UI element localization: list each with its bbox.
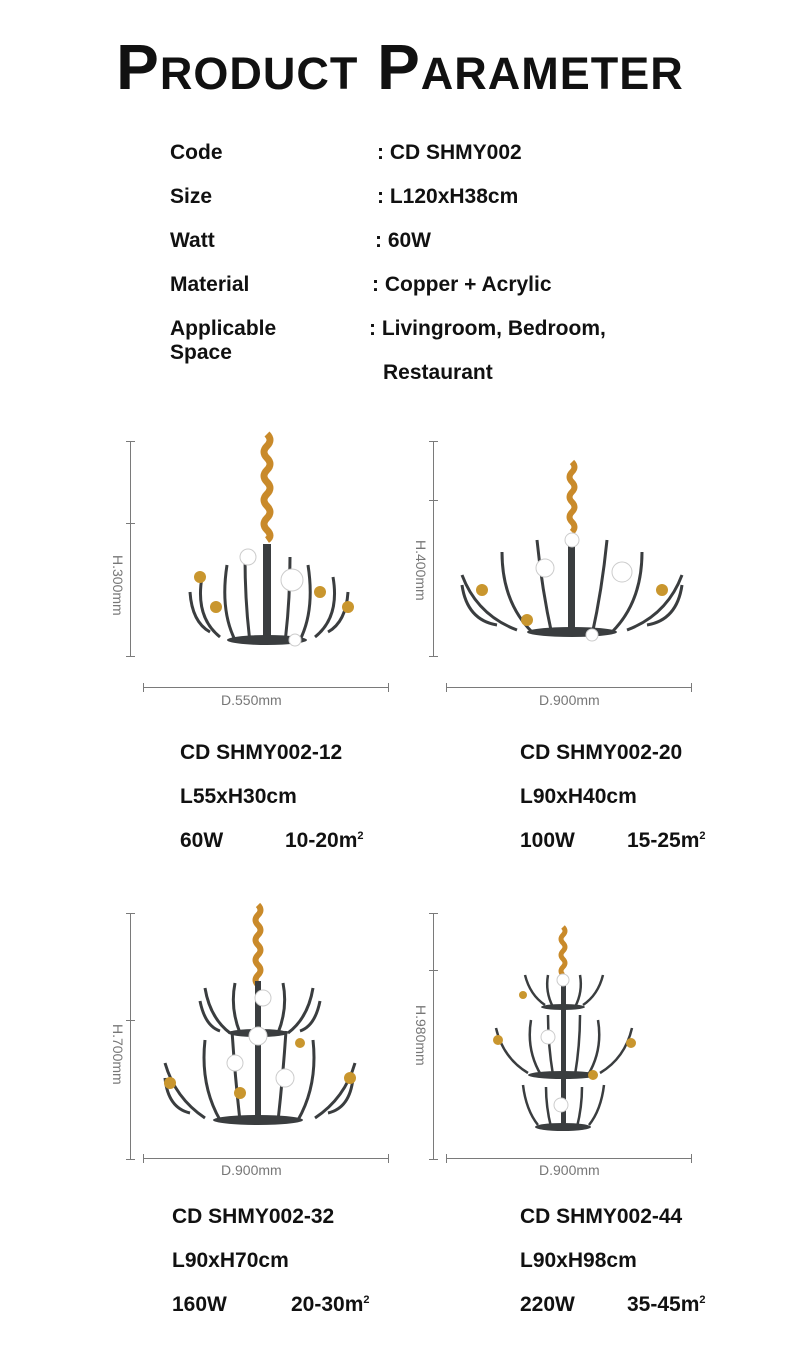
height-dimension-line — [433, 913, 434, 1160]
dimension-tick — [126, 441, 135, 442]
product-code: CD SHMY002-12 — [180, 741, 343, 764]
height-label: H.980mm — [413, 1005, 429, 1066]
diameter-dimension-line — [446, 1158, 692, 1159]
diameter-label: D.900mm — [221, 1162, 282, 1178]
dimension-tick — [126, 523, 135, 524]
height-label: H.700mm — [110, 1024, 126, 1085]
area-unit-exponent: 2 — [699, 830, 706, 842]
product-size: L90xH70cm — [172, 1249, 289, 1272]
diameter-label: D.900mm — [539, 692, 600, 708]
spec-value: : L120xH38cm — [377, 185, 519, 208]
diameter-label: D.900mm — [539, 1162, 600, 1178]
spec-label: Code — [170, 141, 223, 164]
product-code: CD SHMY002-20 — [520, 741, 683, 764]
chandelier-image — [457, 460, 687, 650]
dimension-tick — [126, 1159, 135, 1160]
dimension-tick — [143, 683, 144, 692]
spec-label: Material — [170, 273, 250, 296]
spec-value: : CD SHMY002 — [377, 141, 522, 164]
dimension-tick — [126, 913, 135, 914]
spec-label: Watt — [170, 229, 215, 252]
chandelier-image — [180, 432, 360, 652]
product-watt: 160W — [172, 1293, 227, 1316]
product-watt: 220W — [520, 1293, 575, 1316]
area-unit-exponent: 2 — [699, 1294, 706, 1306]
spec-value: : 60W — [375, 229, 432, 252]
dimension-tick — [429, 656, 438, 657]
product-area — [627, 829, 706, 853]
product-size: L55xH30cm — [180, 785, 297, 808]
dimension-tick — [429, 970, 438, 971]
diameter-label: D.550mm — [221, 692, 282, 708]
dimension-tick — [429, 500, 438, 501]
area-value: 20-30m — [291, 1293, 364, 1316]
dimension-tick — [429, 913, 438, 914]
spec-value: : Copper + Acrylic — [372, 273, 552, 296]
area-value: 10-20m — [285, 829, 358, 852]
diameter-dimension-line — [143, 687, 389, 688]
dimension-tick — [691, 1154, 692, 1163]
product-area — [291, 1293, 370, 1317]
dimension-tick — [691, 683, 692, 692]
product-area — [285, 829, 364, 853]
page-title: Product Parameter — [116, 31, 684, 103]
dimension-tick — [429, 1159, 438, 1160]
product-size: L90xH98cm — [520, 1249, 637, 1272]
spec-value: : Livingroom, Bedroom, — [369, 317, 606, 340]
product-code: CD SHMY002-32 — [172, 1205, 335, 1228]
dimension-tick — [126, 1020, 135, 1021]
area-value: 35-45m — [627, 1293, 700, 1316]
diameter-dimension-line — [143, 1158, 389, 1159]
diameter-dimension-line — [446, 687, 692, 688]
dimension-tick — [429, 441, 438, 442]
dimension-tick — [143, 1154, 144, 1163]
height-label: H.300mm — [110, 555, 126, 616]
product-code: CD SHMY002-44 — [520, 1205, 683, 1228]
spec-value: Restaurant — [383, 361, 493, 384]
spec-label: Applicable Space — [170, 317, 277, 364]
height-label: H.400mm — [413, 540, 429, 601]
spec-label: Size — [170, 185, 213, 208]
dimension-tick — [388, 1154, 389, 1163]
dimension-tick — [126, 656, 135, 657]
dimension-tick — [446, 1154, 447, 1163]
product-size: L90xH40cm — [520, 785, 637, 808]
height-dimension-line — [130, 913, 131, 1160]
area-unit-exponent: 2 — [363, 1294, 370, 1306]
product-area — [627, 1293, 706, 1317]
chandelier-image — [493, 925, 643, 1135]
product-watt: 100W — [520, 829, 575, 852]
area-value: 15-25m — [627, 829, 700, 852]
dimension-tick — [388, 683, 389, 692]
dimension-tick — [446, 683, 447, 692]
product-watt: 60W — [180, 829, 224, 852]
chandelier-image — [160, 903, 360, 1125]
height-dimension-line — [433, 441, 434, 657]
height-dimension-line — [130, 441, 131, 657]
area-unit-exponent: 2 — [357, 830, 364, 842]
